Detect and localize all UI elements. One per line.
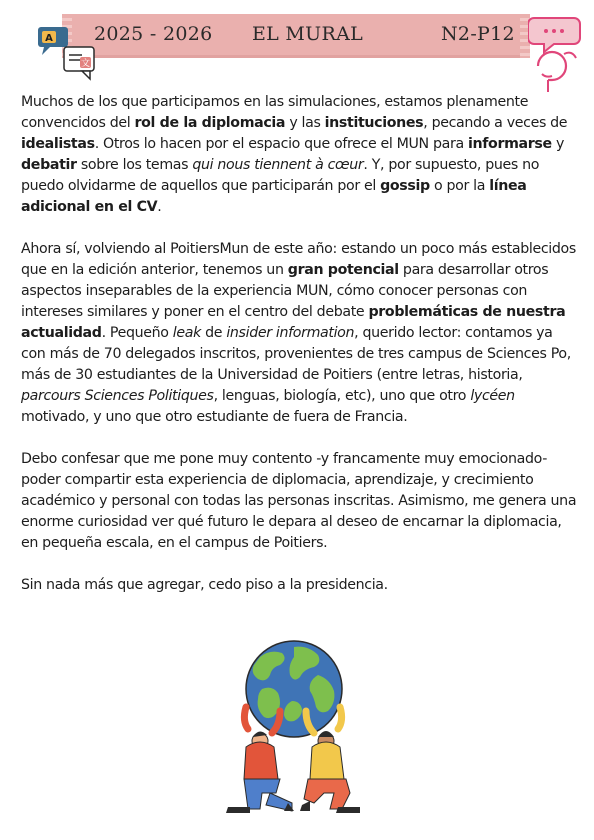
paragraph-3: Debo confesar que me pone muy contento -y francamente muy emocionado- poder compartir esta experiencia de diplomacia, aprendizaje, y crecimiento académico y personal con todas las personas inscritas. Asimismo, me genera una enorme curiosidad ver qué futuro le depara al deseo de encarnar la diplomacia, en pequeña escala, en el campus de Poitiers. bbox=[21, 451, 577, 551]
paragraph-4: Sin nada más que agregar, cedo piso a la presidencia. bbox=[21, 577, 388, 593]
speech-bubble-icon bbox=[528, 10, 588, 96]
svg-text:A: A bbox=[45, 33, 53, 44]
svg-text:文: 文 bbox=[80, 59, 91, 69]
translate-icon bbox=[36, 25, 98, 81]
header-title: EL MURAL bbox=[252, 23, 364, 45]
paragraph-2: Ahora sí, volviendo al PoitiersMun de este año: estando un poco más establecidos que en la edición anterior, tenemos un gran potencial para desarrollar otros aspectos inseparables de la experiencia MUN, cómo conocer personas con intereses similares y poner en el centro del debate problemáticas de nuestra actualidad. Pequeño leak de insider information, querido lector: contamos ya con más de 70 delegados inscritos, provenientes de tres campus de Sciences Po, más de 30 estudiantes de la Universidad de Poitiers (entre letras, historia, parcours Sciences Politiques, lenguas, biología, etc), uno que otro lycéen motivado, y uno que otro estudiante de fuera de Francia. bbox=[21, 241, 576, 425]
paragraph-1: Muchos de los que participamos en las simulaciones, estamos plenamente convencidos del rol de la diplomacia y las instituciones, pecando a veces de idealistas. Otros lo hacen por el espacio que ofrece el MUN para informarse y debatir sobre los temas qui nous tiennent à cœur. Y, por supuesto, pues no puedo olvidarme de aquellos que participarán por el gossip o por la línea adicional en el CV. bbox=[21, 94, 568, 215]
globe-illustration bbox=[198, 637, 394, 819]
header-year: 2025 - 2026 bbox=[94, 23, 213, 45]
article-body bbox=[21, 92, 577, 617]
header-issue: N2-P12 bbox=[441, 23, 515, 45]
